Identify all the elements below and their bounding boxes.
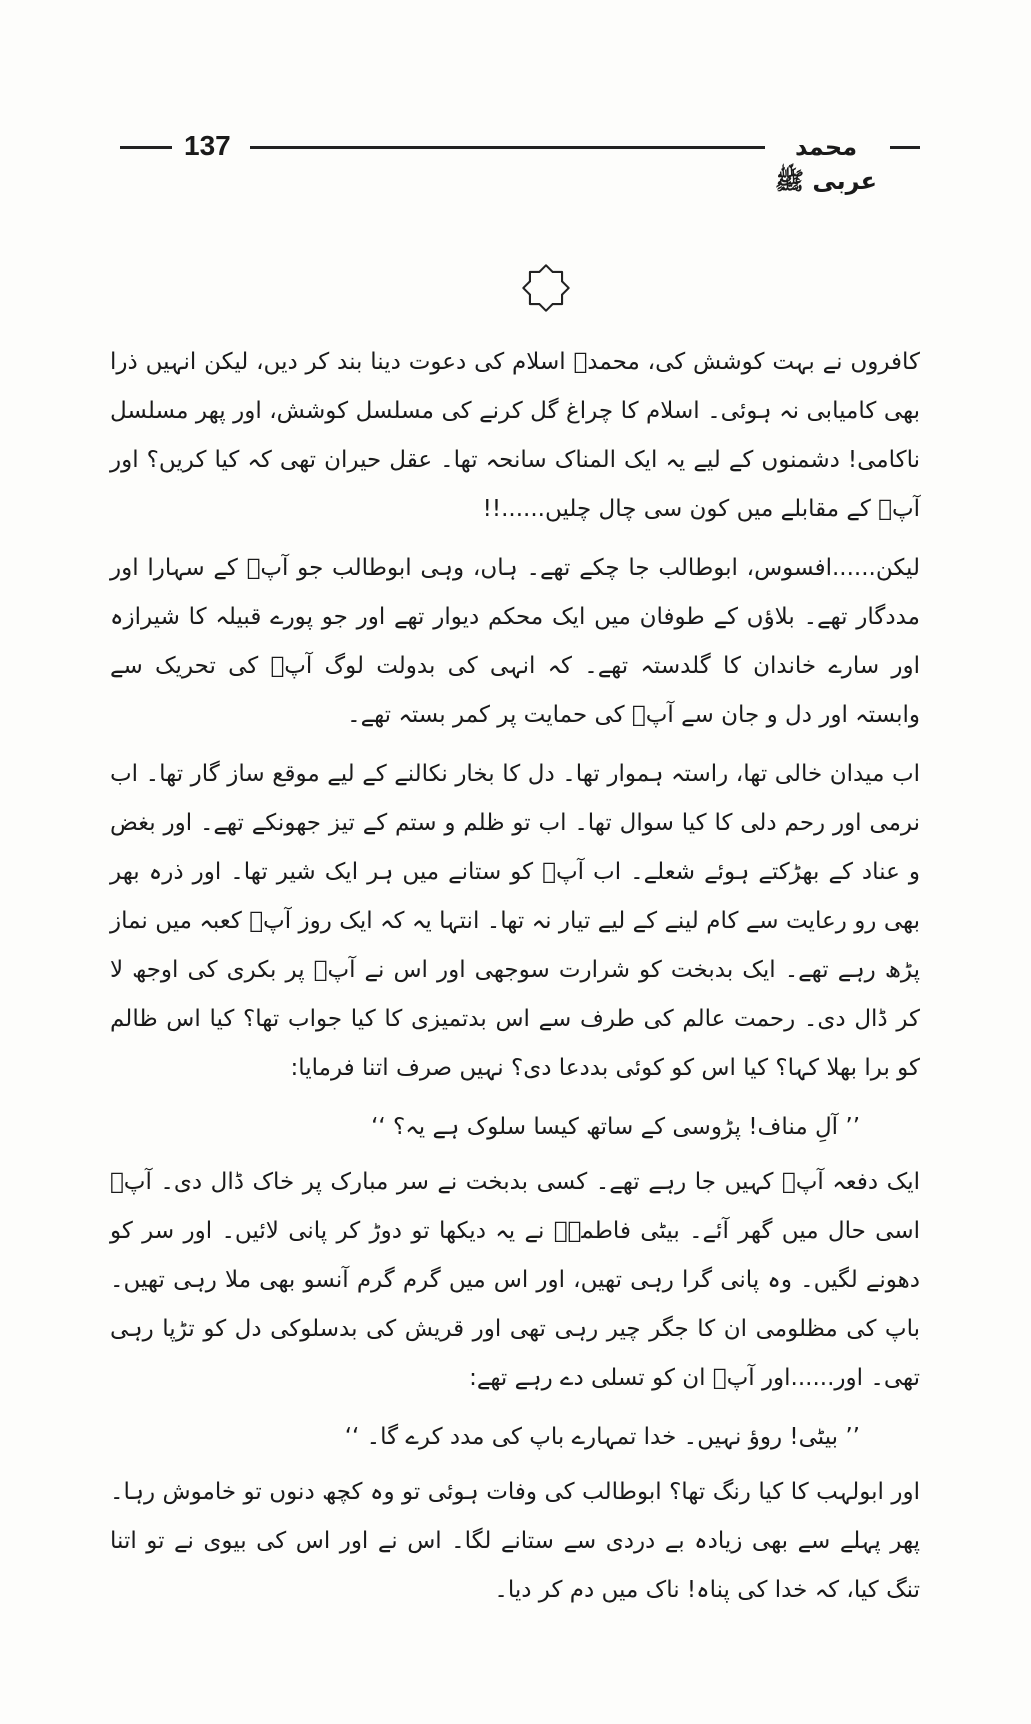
quotation-1: ’’ آلِ مناف! پڑوسی کے ساتھ کیسا سلوک ہے یہ؟ ‘‘ xyxy=(371,1114,860,1140)
header-rule-right xyxy=(890,146,920,149)
running-title: محمد عربی ﷺ xyxy=(775,133,877,195)
paragraph-1: کافروں نے بہت کوشش کی، محمدؐ اسلام کی دعوت دینا بند کر دیں، لیکن انہیں ذرا بھی کامیابی نہ ہوئی۔ اسلام کا چراغ گل کرنے کی مسلسل کوشش، اور پھر مسلسل ناکامی! دشمنوں کے لیے یہ ایک المناک سانحہ تھا۔ عقل حیران تھی کہ کیا کریں؟ اور آپؐ کے مقابلے میں کون سی چال چلیں......!! xyxy=(110,349,920,522)
quotation-2: ’’ بیٹی! روؤ نہیں۔ خدا تمہارے باپ کی مدد کرے گا۔ ‘‘ xyxy=(344,1424,860,1450)
body-text xyxy=(110,338,920,1625)
paragraph-5: اور ابولہب کا کیا رنگ تھا؟ ابوطالب کی وفات ہوئی تو وہ کچھ دنوں تو خاموش رہا۔ پھر پہلے سے بھی زیادہ بے دردی سے ستانے لگا۔ اس نے اور اس کی بیوی نے تو اتنا تنگ کیا، کہ خدا کی پناہ! ناک میں دم کر دیا۔ xyxy=(110,1479,920,1603)
paragraph-2: لیکن......افسوس، ابوطالب جا چکے تھے۔ ہاں، وہی ابوطالب جو آپؐ کے سہارا اور مددگار تھے۔ بلاؤں کے طوفان میں ایک محکم دیوار تھے اور جو پورے قبیلہ کا شیرازہ اور سارے خاندان کا گلدستہ تھے۔ کہ انہی کی بدولت لوگ آپؐ کی تحریک سے وابستہ اور دل و جان سے آپؐ کی حمایت پر کمر بستہ تھے۔ xyxy=(110,555,920,728)
page-header xyxy=(120,128,920,195)
header-rule-middle xyxy=(250,146,765,149)
header-rule-left xyxy=(120,146,172,149)
paragraph-4: ایک دفعہ آپؐ کہیں جا رہے تھے۔ کسی بدبخت نے سر مبارک پر خاک ڈال دی۔ آپؐ اسی حال میں گھر آئے۔ بیٹی فاطمہؓ نے یہ دیکھا تو دوڑ کر پانی لائیں۔ اور سر کو دھونے لگیں۔ وہ پانی گرا رہی تھیں، اور اس میں گرم گرم آنسو بھی ملا رہی تھیں۔ باپ کی مظلومی ان کا جگر چیر رہی تھی اور قریش کی بدسلوکی دل کو تڑپا رہی تھی۔ اور......اور آپؐ ان کو تسلی دے رہے تھے: xyxy=(110,1169,920,1391)
paragraph-3: اب میدان خالی تھا، راستہ ہموار تھا۔ دل کا بخار نکالنے کے لیے موقع ساز گار تھا۔ اب نرمی اور رحم دلی کا کیا سوال تھا۔ اب تو ظلم و ستم کے تیز جھونکے تھے۔ اور بغض و عناد کے بھڑکتے ہوئے شعلے۔ اب آپؐ کو ستانے میں ہر ایک شیر تھا۔ اور ذرہ بھر بھی رو رعایت سے کام لینے کے لیے تیار نہ تھا۔ انتہا یہ کہ ایک روز آپؐ کعبہ میں نماز پڑھ رہے تھے۔ ایک بدبخت کو شرارت سوجھی اور اس نے آپؐ پر بکری کی اوجھ لا کر ڈال دی۔ رحمت عالم کی طرف سے اس بدتمیزی کا کیا جواب تھا؟ کیا اس ظالم کو برا بھلا کہا؟ کیا اس کو کوئی بددعا دی؟ نہیں صرف اتنا فرمایا: xyxy=(110,761,920,1081)
page-number: 137 xyxy=(184,130,231,161)
octagram-ornament-icon xyxy=(518,260,574,316)
